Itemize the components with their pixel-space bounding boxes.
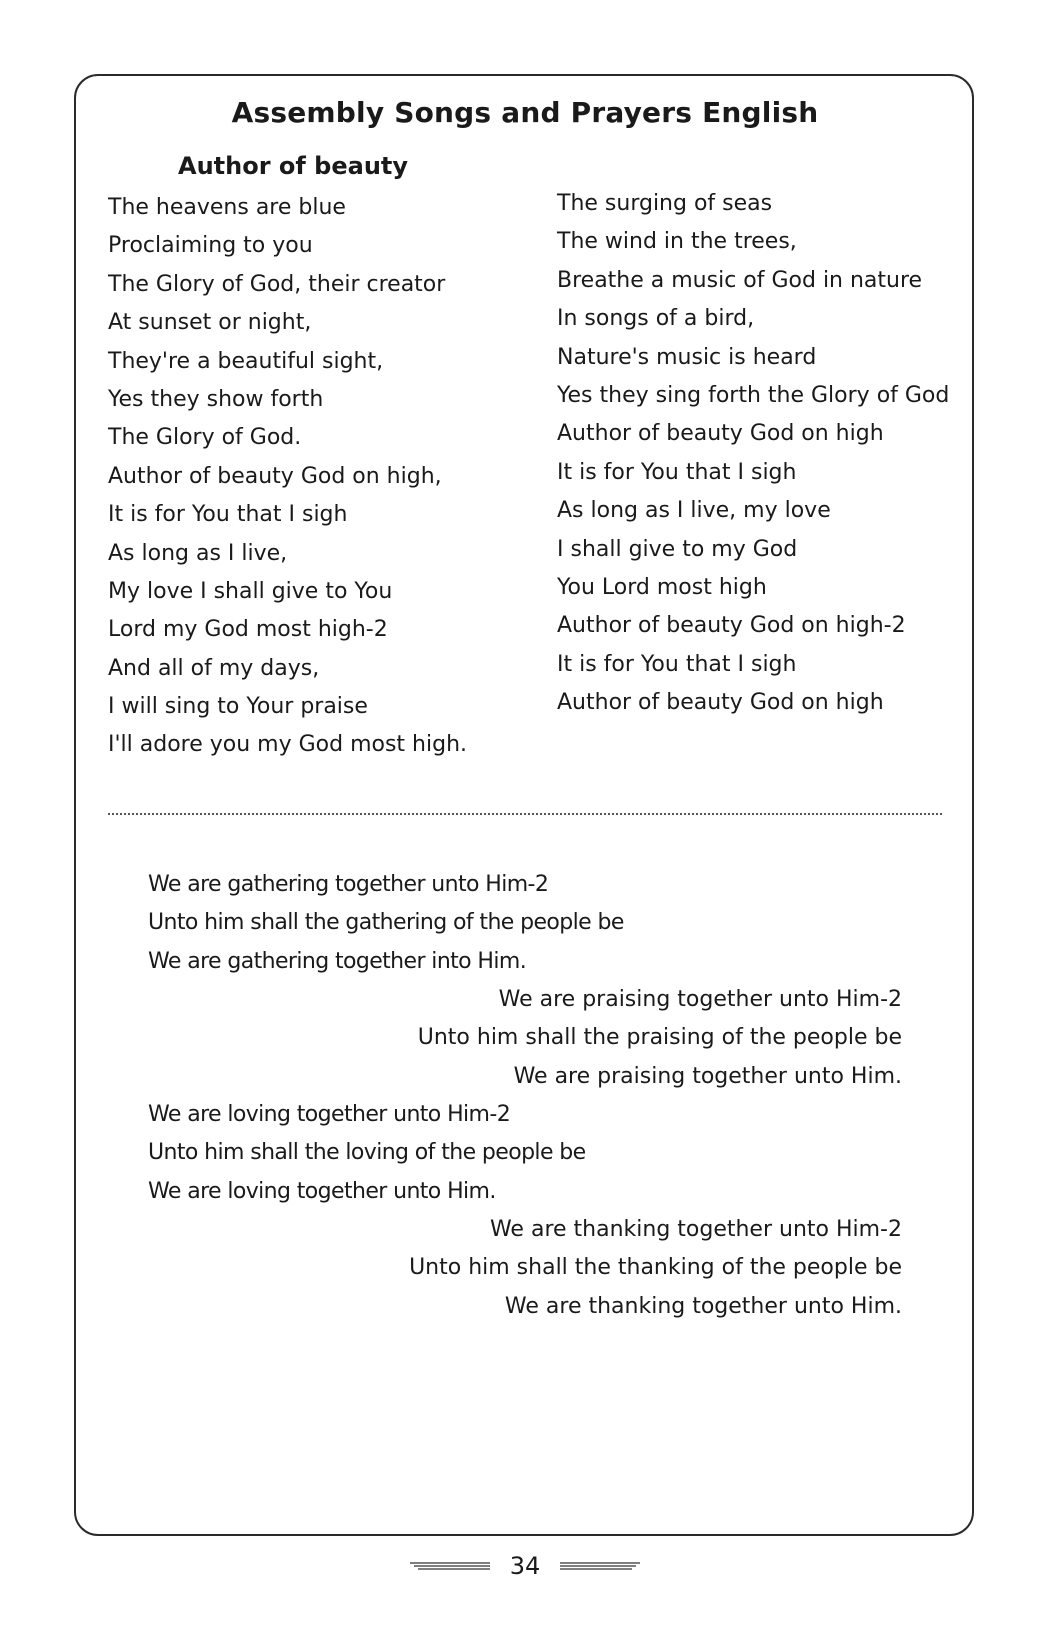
lyric-line: As long as I live, <box>108 540 288 566</box>
lyric-line: In songs of a bird, <box>557 306 755 332</box>
lyric-line: The Glory of God, their creator <box>108 271 446 297</box>
stanza-line: Unto him shall the loving of the people be <box>148 1140 586 1166</box>
lyric-line: It is for You that I sigh <box>108 502 348 528</box>
lyric-line: Nature's music is heard <box>557 344 817 370</box>
dotted-divider <box>108 813 942 815</box>
stanza-line: We are praising together unto Him-2 <box>498 987 902 1012</box>
lyric-line: Author of beauty God on high <box>557 690 884 716</box>
page-title: Assembly Songs and Prayers English <box>231 96 819 129</box>
lyric-line: I'll adore you my God most high. <box>108 732 468 758</box>
lyric-line: They're a beautiful sight, <box>108 348 384 374</box>
lyric-line: My love I shall give to You <box>108 578 393 604</box>
stanza-thanking <box>409 1211 902 1326</box>
lyric-line: As long as I live, my love <box>557 498 831 524</box>
page-number: 34 <box>509 1552 541 1580</box>
stanza-line: Unto him shall the praising of the people be <box>417 1025 902 1051</box>
lyric-line: Author of beauty God on high, <box>108 463 442 489</box>
lyric-line: Author of beauty God on high <box>557 421 884 447</box>
lyric-line: You Lord most high <box>557 574 767 600</box>
song-title: Author of beauty <box>178 152 409 180</box>
stanza-line: We are thanking together unto Him-2 <box>489 1217 902 1242</box>
lyric-line: Lord my God most high-2 <box>108 617 388 643</box>
lyric-line: I shall give to my God <box>557 536 798 562</box>
stanza-line: We are loving together unto Him-2 <box>148 1102 511 1127</box>
stanza-line: Unto him shall the gathering of the people be <box>148 910 624 936</box>
lyric-line: Breathe a music of God in nature <box>557 267 923 293</box>
lyric-line: Author of beauty God on high-2 <box>557 613 906 639</box>
lyric-line: The Glory of God. <box>108 425 302 451</box>
stanza-line: We are gathering together unto Him-2 <box>148 872 549 897</box>
stanza-loving <box>148 1096 586 1211</box>
lyric-line: It is for You that I sigh <box>557 651 797 677</box>
song-left-column <box>108 189 467 765</box>
footer-rule-left <box>410 1561 490 1571</box>
lyric-line: At sunset or night, <box>108 310 312 336</box>
lyric-line: I will sing to Your praise <box>108 694 368 720</box>
lyric-line: And all of my days, <box>108 655 320 681</box>
lyric-line: Yes they sing forth the Glory of God <box>557 382 950 408</box>
stanza-line: Unto him shall the thanking of the people be <box>409 1255 902 1281</box>
lyric-line: The surging of seas <box>557 191 773 216</box>
stanza-gathering <box>148 866 624 981</box>
lyric-line: Proclaiming to you <box>108 233 313 259</box>
stanza-line: We are gathering together into Him. <box>148 948 527 974</box>
page-footer <box>0 1548 1050 1584</box>
lyric-line: Yes they show forth <box>108 386 324 412</box>
lyric-line: The wind in the trees, <box>557 229 797 255</box>
stanza-line: We are loving together unto Him. <box>148 1178 496 1204</box>
song-right-column <box>557 185 949 722</box>
lyric-line: It is for You that I sigh <box>557 459 797 485</box>
footer-rule-right <box>560 1561 640 1571</box>
stanza-line: We are thanking together unto Him. <box>504 1293 902 1319</box>
lyric-line: The heavens are blue <box>108 195 346 220</box>
stanza-praising <box>418 981 902 1096</box>
stanza-line: We are praising together unto Him. <box>513 1063 902 1089</box>
